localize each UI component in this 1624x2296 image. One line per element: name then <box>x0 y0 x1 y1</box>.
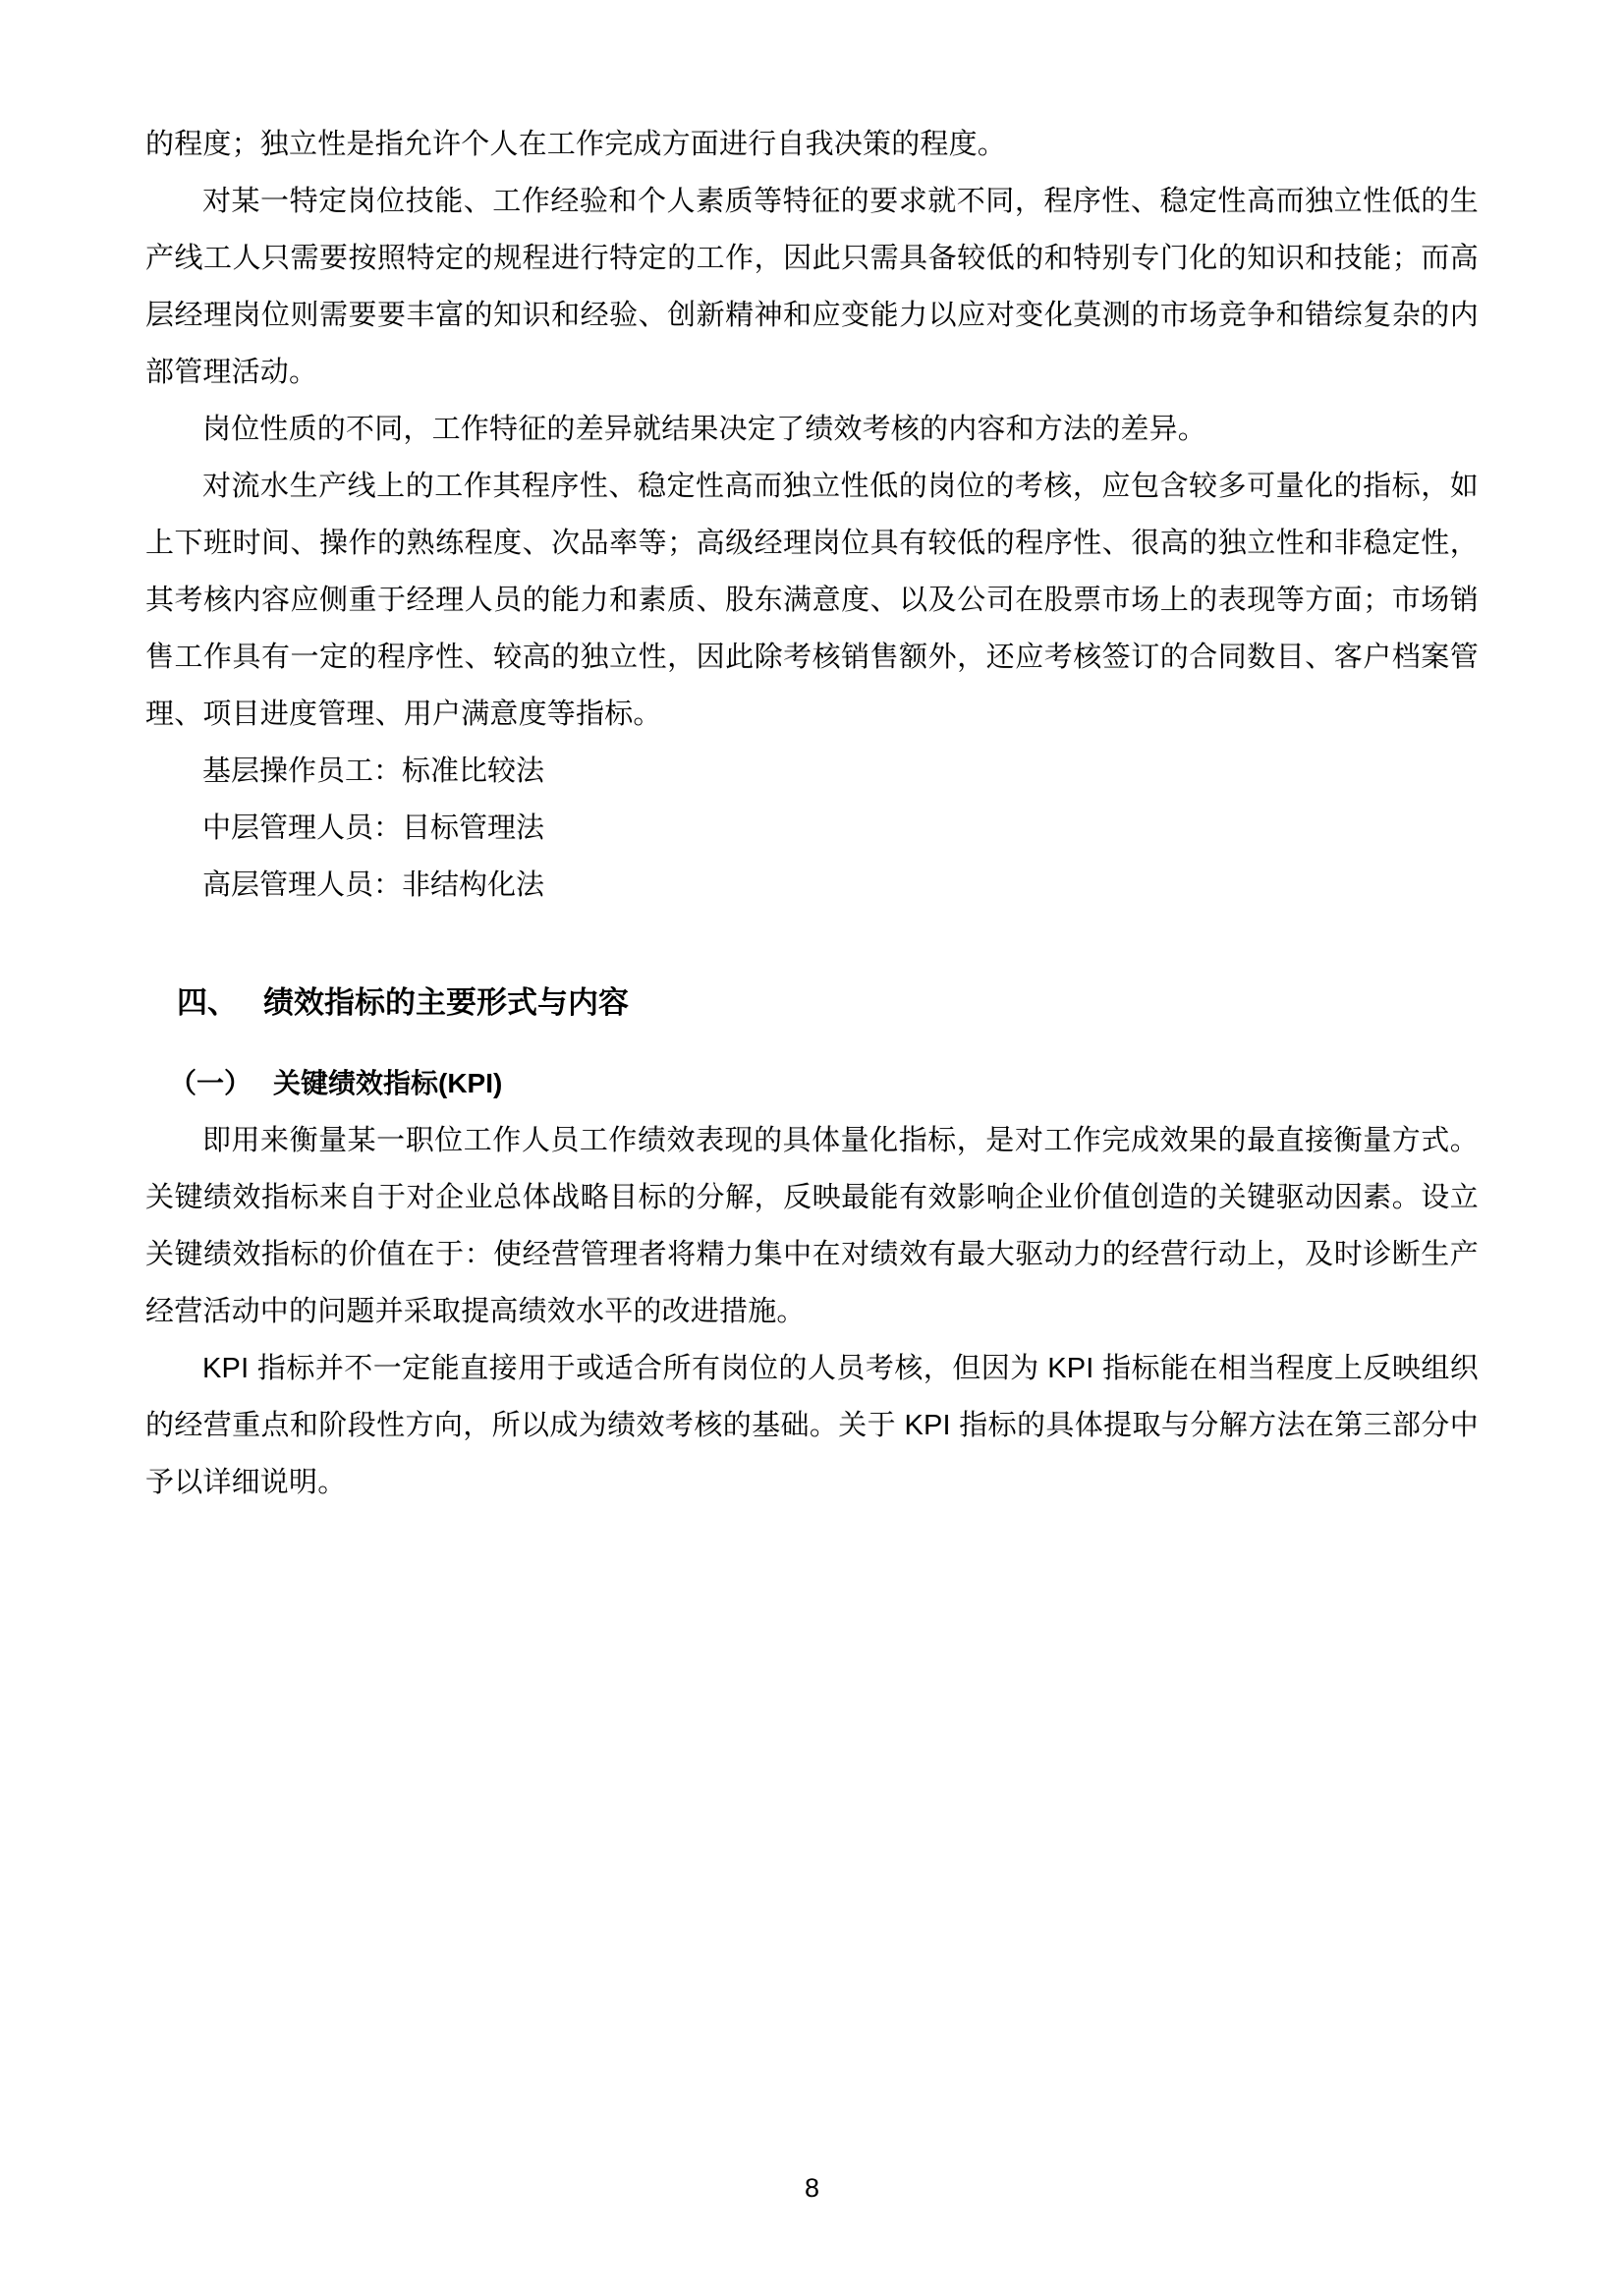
subsection-heading-title: 关键绩效指标(KPI) <box>273 1068 503 1098</box>
list-item-middle-management: 中层管理人员：目标管理法 <box>202 812 545 844</box>
subsection-heading-kpi <box>145 1055 1479 1112</box>
list-item-frontline: 基层操作员工：标准比较法 <box>202 756 545 787</box>
list-item-senior-management: 高层管理人员：非结构化法 <box>202 869 545 901</box>
paragraph-job-requirements: 对某一特定岗位技能、工作经验和个人素质等特征的要求就不同，程序性、稳定性高而独立性低的生产线工人只需要按照特定的规程进行特定的工作，因此只需具备较低的和特别专门化的知识和技能；而高层经理岗位则需要要丰富的知识和经验、创新精神和应变能力以应对变化莫测的市场竞争和错综复杂的内部管理活动。 <box>145 186 1479 388</box>
paragraph-continuation: 的程度；独立性是指允许个人在工作完成方面进行自我决策的程度。 <box>145 129 1007 160</box>
paragraph-job-nature: 岗位性质的不同，工作特征的差异就结果决定了绩效考核的内容和方法的差异。 <box>202 414 1207 445</box>
subsection-heading-number: （一） <box>169 1068 252 1098</box>
paragraph-kpi-applicability: KPI 指标并不一定能直接用于或适合所有岗位的人员考核，但因为 KPI 指标能在相当程度上反映组织的经营重点和阶段性方向，所以成为绩效考核的基础。关于 KPI 指标的具体提取与分解方法在第三部分中予以详细说明。 <box>145 1353 1479 1498</box>
paragraph-kpi-definition: 即用来衡量某一职位工作人员工作绩效表现的具体量化指标，是对工作完成效果的最直接衡量方式。关键绩效指标来自于对企业总体战略目标的分解，反映最能有效影响企业价值创造的关键驱动因素。设立关键绩效指标的价值在于：使经营管理者将精力集中在对绩效有最大驱动力的经营行动上，及时诊断生产经营活动中的问题并采取提高绩效水平的改进措施。 <box>145 1125 1479 1327</box>
section-heading-four <box>145 975 1479 1032</box>
page-number: 8 <box>804 2173 820 2203</box>
paragraph-assessment-content: 对流水生产线上的工作其程序性、稳定性高而独立性低的岗位的考核，应包含较多可量化的指标，如上下班时间、操作的熟练程度、次品率等；高级经理岗位具有较低的程序性、很高的独立性和非稳定性，其考核内容应侧重于经理人员的能力和素质、股东满意度、以及公司在股票市场上的表现等方面；市场销售工作具有一定的程序性、较高的独立性，因此除考核销售额外，还应考核签订的合同数目、客户档案管理、项目进度管理、用户满意度等指标。 <box>145 471 1479 730</box>
section-heading-number: 四、 <box>177 985 238 1020</box>
section-heading-title: 绩效指标的主要形式与内容 <box>263 985 629 1020</box>
